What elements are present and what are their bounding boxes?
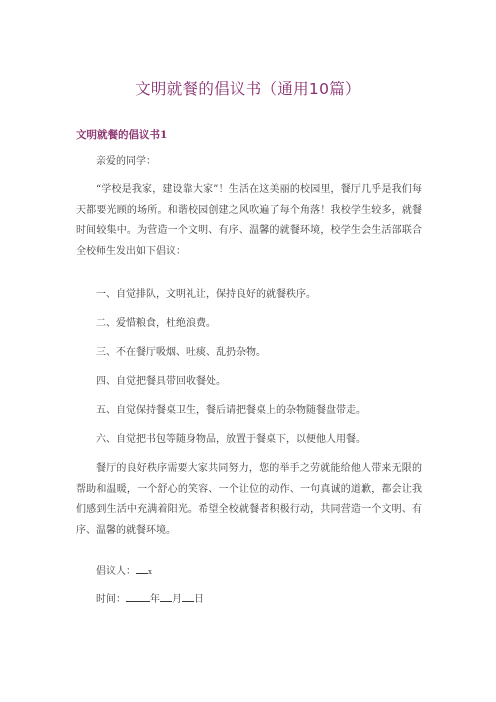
signer-suffix: x (148, 568, 152, 576)
date-line (76, 590, 422, 611)
intro-paragraph: “学校是我家，建设靠大家”！生活在这美丽的校园里，餐厅几乎是我们每天都要光顾的场所。和谐校园创建之风吹遍了每个角落！我校学生较多，就餐时间较集中。为营造一个文明、有序、温馨的就餐环境，校学生会生活部联合全校师生发出如下倡议： (76, 184, 422, 257)
month-blank (160, 590, 172, 602)
proposal-item-6: 六、自觉把书包等随身物品，放置于餐桌下，以便他人用餐。 (96, 434, 366, 445)
proposal-item-4: 四、自觉把餐具带回收餐处。 (96, 376, 226, 387)
date-month: 月 (172, 594, 182, 605)
closing-paragraph: 餐厅的良好秩序需要大家共同努力，您的举手之劳就能给他人带来无限的帮助和温暖，一个舒心的笑容、一个让位的动作、一句真诚的道歉，都会让我们感到生活中充满着阳光。希望全校就餐者积极行动，共同营造一个文明、有序、温馨的就餐环境。 (76, 463, 422, 536)
signer-line (76, 562, 422, 583)
date-day: 日 (194, 594, 204, 605)
section-heading: 文明就餐的倡议书1 (76, 129, 168, 141)
proposal-item-5: 五、自觉保持餐桌卫生，餐后请把餐桌上的杂物随餐盘带走。 (96, 405, 366, 416)
salutation: 亲爱的同学： (96, 156, 156, 167)
date-label: 时间： (96, 594, 126, 605)
year-blank (126, 590, 150, 602)
signer-blank (136, 562, 148, 574)
proposal-item-3: 三、不在餐厅吸烟、吐痰、乱扔杂物。 (96, 347, 266, 358)
signer-label: 倡议人： (96, 566, 136, 577)
document-title: 文明就餐的倡议书（通用10篇） (135, 80, 361, 98)
day-blank (182, 590, 194, 602)
date-year: 年 (150, 594, 160, 605)
proposal-item-2: 二、爱惜粮食，杜绝浪费。 (96, 318, 216, 329)
proposal-item-1: 一、自觉排队，文明礼让，保持良好的就餐秩序。 (96, 289, 316, 300)
